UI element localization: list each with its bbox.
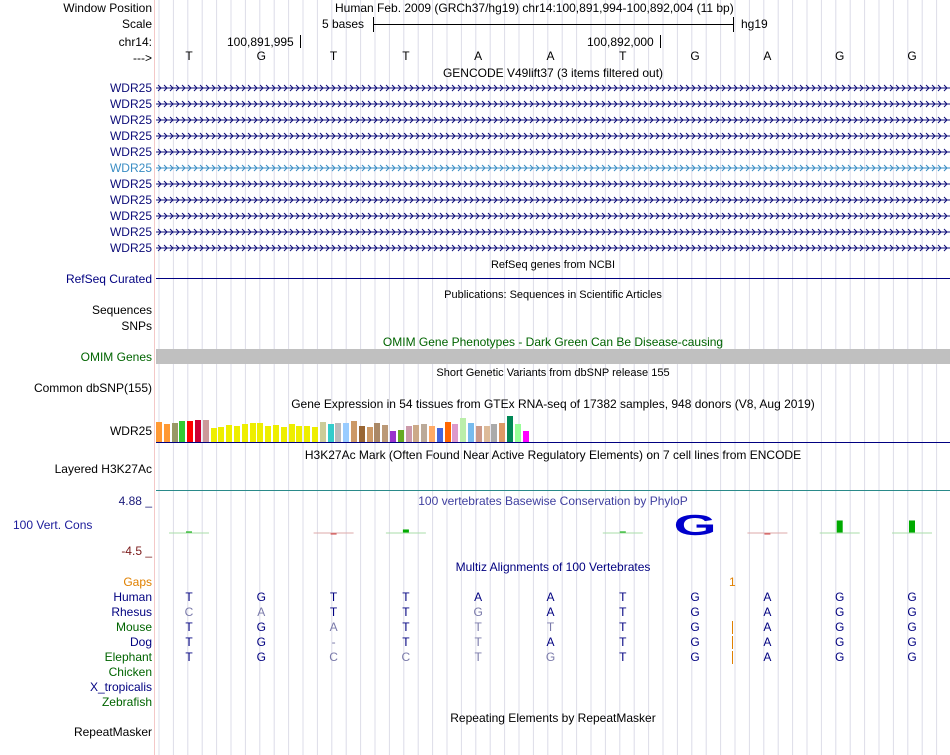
multiz-base-letter: T bbox=[619, 590, 627, 604]
ruler-base-letter: G bbox=[690, 49, 700, 63]
multiz-gap-marker bbox=[732, 621, 733, 634]
refseq-line[interactable] bbox=[156, 278, 950, 279]
gtex-tissue-bar[interactable] bbox=[179, 421, 185, 442]
gtex-tissue-bar[interactable] bbox=[273, 425, 279, 442]
scale-bar-left-tick bbox=[373, 17, 374, 32]
multiz-species-label[interactable]: Rhesus bbox=[111, 605, 152, 619]
multiz-base-letter: G bbox=[690, 650, 700, 664]
gtex-tissue-bar[interactable] bbox=[367, 427, 373, 442]
snps-track-label[interactable]: SNPs bbox=[121, 319, 152, 333]
gencode-transcript[interactable] bbox=[156, 211, 950, 221]
gtex-tissue-bar[interactable] bbox=[382, 425, 388, 442]
scale-bar bbox=[373, 24, 733, 25]
multiz-base-letter: A bbox=[763, 590, 772, 604]
h3k27ac-track-title: H3K27Ac Mark (Often Found Near Active Regulatory Elements) on 7 cell lines from ENCODE bbox=[304, 448, 802, 462]
multiz-base-letter: T bbox=[546, 620, 555, 634]
scale-db: hg19 bbox=[741, 17, 768, 31]
dbsnp-track-label[interactable]: Common dbSNP(155) bbox=[33, 381, 152, 395]
gtex-track-title: Gene Expression in 54 tissues from GTEx RNA-seq of 17382 samples, 948 donors (V8, Aug 2019) bbox=[291, 397, 815, 411]
multiz-base-letter: T bbox=[402, 605, 410, 619]
multiz-base-letter: A bbox=[257, 605, 266, 619]
gtex-tissue-bar[interactable] bbox=[304, 426, 310, 442]
multiz-base-letter: C bbox=[329, 650, 338, 664]
phylop-track-label[interactable]: 100 Vert. Cons bbox=[13, 518, 93, 532]
gtex-tissue-bar[interactable] bbox=[250, 423, 256, 442]
gtex-tissue-bar[interactable] bbox=[507, 416, 513, 442]
gtex-tissue-bar[interactable] bbox=[187, 421, 193, 442]
omim-gene-bar[interactable] bbox=[156, 349, 950, 364]
gencode-transcript[interactable] bbox=[156, 243, 950, 253]
multiz-base-letter: G bbox=[907, 635, 917, 649]
gencode-transcript-label[interactable]: WDR25 bbox=[109, 145, 152, 159]
multiz-species-label[interactable]: Elephant bbox=[104, 650, 152, 664]
multiz-species-label[interactable]: Dog bbox=[129, 635, 152, 649]
multiz-base-letter: T bbox=[185, 620, 193, 634]
h3k27ac-signal-line[interactable] bbox=[156, 490, 950, 491]
gencode-transcript[interactable] bbox=[156, 195, 950, 205]
multiz-base-letter: G bbox=[907, 590, 917, 604]
gtex-tissue-bar[interactable] bbox=[413, 425, 419, 442]
multiz-base-letter: G bbox=[835, 605, 845, 619]
multiz-base-letter: G bbox=[256, 635, 266, 649]
multiz-base-letter: T bbox=[474, 650, 482, 664]
coord-label-1: 100,891,995 bbox=[227, 35, 294, 49]
gtex-tissue-bar[interactable] bbox=[172, 423, 178, 442]
multiz-base-letter: T bbox=[185, 635, 193, 649]
multiz-base-letter: A bbox=[763, 620, 772, 634]
strand-label: ---> bbox=[133, 51, 152, 65]
repeatmasker-track-title: Repeating Elements by RepeatMasker bbox=[450, 711, 656, 725]
multiz-base-letter: G bbox=[907, 620, 917, 634]
gtex-tissue-bar[interactable] bbox=[374, 423, 380, 442]
multiz-base-letter: G bbox=[907, 605, 917, 619]
gtex-tissue-bar[interactable] bbox=[203, 420, 209, 442]
multiz-base-letter: G bbox=[473, 605, 483, 619]
gtex-tissue-bar[interactable] bbox=[211, 428, 217, 442]
gencode-transcript-label[interactable]: WDR25 bbox=[109, 225, 152, 239]
gtex-tissue-bar[interactable] bbox=[429, 426, 435, 442]
gencode-transcript[interactable] bbox=[156, 163, 950, 173]
gtex-tissue-bar[interactable] bbox=[515, 424, 521, 442]
multiz-base-letter: T bbox=[402, 590, 410, 604]
gtex-tissue-bar[interactable] bbox=[328, 424, 334, 442]
gtex-tissue-bar[interactable] bbox=[296, 426, 302, 442]
gtex-tissue-bar[interactable] bbox=[257, 423, 263, 442]
multiz-base-letter: T bbox=[474, 635, 482, 649]
gtex-tissue-bar[interactable] bbox=[499, 423, 505, 442]
gtex-tissue-bar[interactable] bbox=[491, 424, 497, 442]
gtex-track-label[interactable]: WDR25 bbox=[109, 424, 152, 438]
gtex-tissue-bar[interactable] bbox=[281, 427, 287, 442]
gencode-transcript-label[interactable]: WDR25 bbox=[109, 161, 152, 175]
ruler-base-letter: G bbox=[907, 49, 917, 63]
gaps-label: Gaps bbox=[123, 575, 152, 589]
phylop-score-bar bbox=[403, 529, 409, 533]
ruler-base-letter: T bbox=[402, 49, 410, 63]
ruler-base-letter: T bbox=[619, 49, 627, 63]
multiz-base-letter: T bbox=[329, 605, 338, 619]
multiz-base-letter: A bbox=[763, 635, 772, 649]
scale-bar-right-tick bbox=[733, 17, 734, 32]
window-position-label: Window Position bbox=[63, 1, 152, 15]
gtex-tissue-bar[interactable] bbox=[351, 421, 357, 442]
gencode-transcript-label[interactable]: WDR25 bbox=[109, 81, 152, 95]
label-column-divider bbox=[154, 0, 155, 755]
gtex-tissue-bar[interactable] bbox=[390, 431, 396, 442]
gencode-transcript[interactable] bbox=[156, 147, 950, 157]
multiz-species-label[interactable]: Zebrafish bbox=[101, 695, 152, 709]
omim-track-title: OMIM Gene Phenotypes - Dark Green Can Be Disease-causing bbox=[382, 335, 724, 349]
ruler-base-letter: A bbox=[546, 49, 555, 63]
gtex-tissue-bar[interactable] bbox=[343, 423, 349, 442]
multiz-base-letter: G bbox=[835, 590, 845, 604]
multiz-base-letter: A bbox=[474, 590, 483, 604]
window-position-value: Human Feb. 2009 (GRCh37/hg19) chr14:100,891,994-100,892,004 (11 bp) bbox=[335, 1, 734, 15]
multiz-base-letter: C bbox=[401, 650, 411, 664]
gtex-bar-chart[interactable] bbox=[156, 410, 556, 442]
gtex-tissue-bar[interactable] bbox=[452, 424, 458, 442]
gtex-tissue-bar[interactable] bbox=[289, 424, 295, 442]
multiz-base-letter: G bbox=[256, 620, 266, 634]
refseq-track-title: RefSeq genes from NCBI bbox=[490, 259, 616, 271]
multiz-species-label[interactable]: Human bbox=[113, 590, 152, 604]
multiz-base-letter: T bbox=[619, 650, 627, 664]
multiz-base-letter: G bbox=[690, 635, 700, 649]
gtex-tissue-bar[interactable] bbox=[421, 424, 427, 442]
multiz-base-letter: C bbox=[184, 605, 194, 619]
multiz-base-letter: T bbox=[185, 590, 193, 604]
multiz-base-letter: G bbox=[545, 650, 556, 664]
gencode-track-title: GENCODE V49lift37 (3 items filtered out) bbox=[442, 66, 664, 80]
chrom-label: chr14: bbox=[118, 35, 152, 49]
multiz-species-label[interactable]: X_tropicalis bbox=[89, 680, 152, 694]
multiz-base-letter: A bbox=[763, 650, 772, 664]
gencode-transcript[interactable] bbox=[156, 83, 950, 93]
gtex-tissue-bar[interactable] bbox=[242, 424, 248, 442]
phylop-plot[interactable] bbox=[156, 508, 950, 556]
multiz-base-letter: G bbox=[256, 650, 266, 664]
multiz-base-letter: A bbox=[763, 605, 772, 619]
gtex-tissue-bar[interactable] bbox=[156, 422, 162, 442]
coord-tick-1 bbox=[300, 35, 301, 48]
omim-track-label[interactable]: OMIM Genes bbox=[80, 350, 152, 364]
ruler-base-letter: T bbox=[185, 49, 193, 63]
gtex-tissue-bar[interactable] bbox=[335, 423, 341, 442]
multiz-gap-marker bbox=[732, 636, 733, 649]
multiz-base-letter: G bbox=[835, 620, 845, 634]
gtex-tissue-bar[interactable] bbox=[320, 422, 326, 442]
multiz-base-letter: T bbox=[619, 605, 627, 619]
gencode-transcript-label[interactable]: WDR25 bbox=[109, 209, 152, 223]
coord-label-2: 100,892,000 bbox=[587, 35, 654, 49]
gencode-transcript[interactable] bbox=[156, 115, 950, 125]
phylop-max-label: 4.88 _ bbox=[118, 494, 152, 508]
multiz-base-letter: T bbox=[402, 635, 410, 649]
multiz-base-letter: A bbox=[546, 635, 555, 649]
ruler-base-letter: G bbox=[835, 49, 845, 63]
gencode-transcript-label[interactable]: WDR25 bbox=[109, 129, 152, 143]
multiz-base-letter: G bbox=[907, 650, 917, 664]
gencode-transcript-label[interactable]: WDR25 bbox=[109, 97, 152, 111]
multiz-gap-marker bbox=[732, 651, 733, 664]
multiz-base-letter: T bbox=[619, 635, 627, 649]
gtex-tissue-bar[interactable] bbox=[523, 431, 529, 442]
publications-track-title: Publications: Sequences in Scientific Articles bbox=[444, 289, 662, 301]
multiz-base-letter: A bbox=[329, 620, 338, 634]
gtex-tissue-bar[interactable] bbox=[312, 427, 318, 442]
multiz-base-letter: T bbox=[329, 590, 338, 604]
phylop-score-bar bbox=[837, 520, 843, 533]
gencode-transcript[interactable] bbox=[156, 179, 950, 189]
phylop-track-title: 100 vertebrates Basewise Conservation by PhyloP bbox=[418, 494, 688, 508]
multiz-base-letter: G bbox=[690, 590, 700, 604]
gtex-tissue-bar[interactable] bbox=[234, 426, 240, 442]
multiz-base-letter: T bbox=[402, 620, 410, 634]
gencode-transcript-label[interactable]: WDR25 bbox=[109, 241, 152, 255]
multiz-base-letter: A bbox=[546, 605, 555, 619]
multiz-base-letter: A bbox=[546, 590, 555, 604]
gtex-tissue-bar[interactable] bbox=[226, 425, 232, 442]
gaps-value: 1 bbox=[729, 575, 736, 589]
gtex-tissue-bar[interactable] bbox=[265, 426, 271, 442]
gencode-transcript-label[interactable]: WDR25 bbox=[109, 177, 152, 191]
gencode-transcript[interactable] bbox=[156, 131, 950, 141]
publications-track-label[interactable]: Sequences bbox=[91, 303, 152, 317]
gtex-tissue-bar[interactable] bbox=[195, 420, 201, 442]
gtex-tissue-bar[interactable] bbox=[218, 427, 224, 442]
gencode-transcript[interactable] bbox=[156, 227, 950, 237]
ruler-base-letter: G bbox=[256, 49, 266, 63]
ruler-base-letter: A bbox=[474, 49, 483, 63]
h3k27ac-track-label[interactable]: Layered H3K27Ac bbox=[54, 462, 152, 476]
scale-value: 5 bases bbox=[322, 17, 365, 31]
multiz-base-letter: G bbox=[835, 635, 845, 649]
dbsnp-track-title: Short Genetic Variants from dbSNP release 155 bbox=[436, 367, 670, 379]
gencode-transcript-label[interactable]: WDR25 bbox=[109, 113, 152, 127]
gtex-tissue-bar[interactable] bbox=[484, 426, 490, 442]
multiz-species-label[interactable]: Chicken bbox=[108, 665, 152, 679]
multiz-species-label[interactable]: Mouse bbox=[115, 620, 152, 634]
gencode-transcript[interactable] bbox=[156, 99, 950, 109]
gtex-tissue-bar[interactable] bbox=[398, 430, 404, 442]
gtex-tissue-bar[interactable] bbox=[406, 426, 412, 442]
gtex-tissue-bar[interactable] bbox=[359, 426, 365, 442]
gtex-tissue-bar[interactable] bbox=[460, 418, 466, 442]
ruler-base-letter: T bbox=[329, 49, 338, 63]
refseq-track-label[interactable]: RefSeq Curated bbox=[65, 272, 152, 286]
gtex-tissue-bar[interactable] bbox=[164, 424, 170, 442]
multiz-base-letter: - bbox=[331, 635, 336, 649]
multiz-base-letter: G bbox=[835, 650, 845, 664]
repeatmasker-track-label[interactable]: RepeatMasker bbox=[73, 725, 152, 739]
gtex-tissue-bar[interactable] bbox=[468, 423, 474, 442]
multiz-base-letter: T bbox=[619, 620, 627, 634]
multiz-base-letter: T bbox=[474, 620, 482, 634]
gencode-transcript-label[interactable]: WDR25 bbox=[109, 193, 152, 207]
scale-label: Scale bbox=[121, 17, 152, 31]
multiz-base-letter: G bbox=[690, 605, 700, 619]
gtex-baseline bbox=[156, 442, 950, 443]
multiz-track-title: Multiz Alignments of 100 Vertebrates bbox=[455, 560, 651, 574]
ruler-base-letter: A bbox=[763, 49, 772, 63]
gtex-tissue-bar[interactable] bbox=[476, 426, 482, 442]
coord-tick-2 bbox=[660, 35, 661, 48]
multiz-base-letter: G bbox=[256, 590, 266, 604]
gtex-tissue-bar[interactable] bbox=[437, 428, 443, 442]
multiz-base-letter: G bbox=[690, 620, 700, 634]
phylop-min-label: -4.5 _ bbox=[121, 544, 152, 558]
multiz-base-letter: T bbox=[185, 650, 193, 664]
phylop-base-logo: G bbox=[673, 509, 717, 542]
gtex-tissue-bar[interactable] bbox=[445, 422, 451, 442]
phylop-score-bar bbox=[909, 520, 915, 533]
